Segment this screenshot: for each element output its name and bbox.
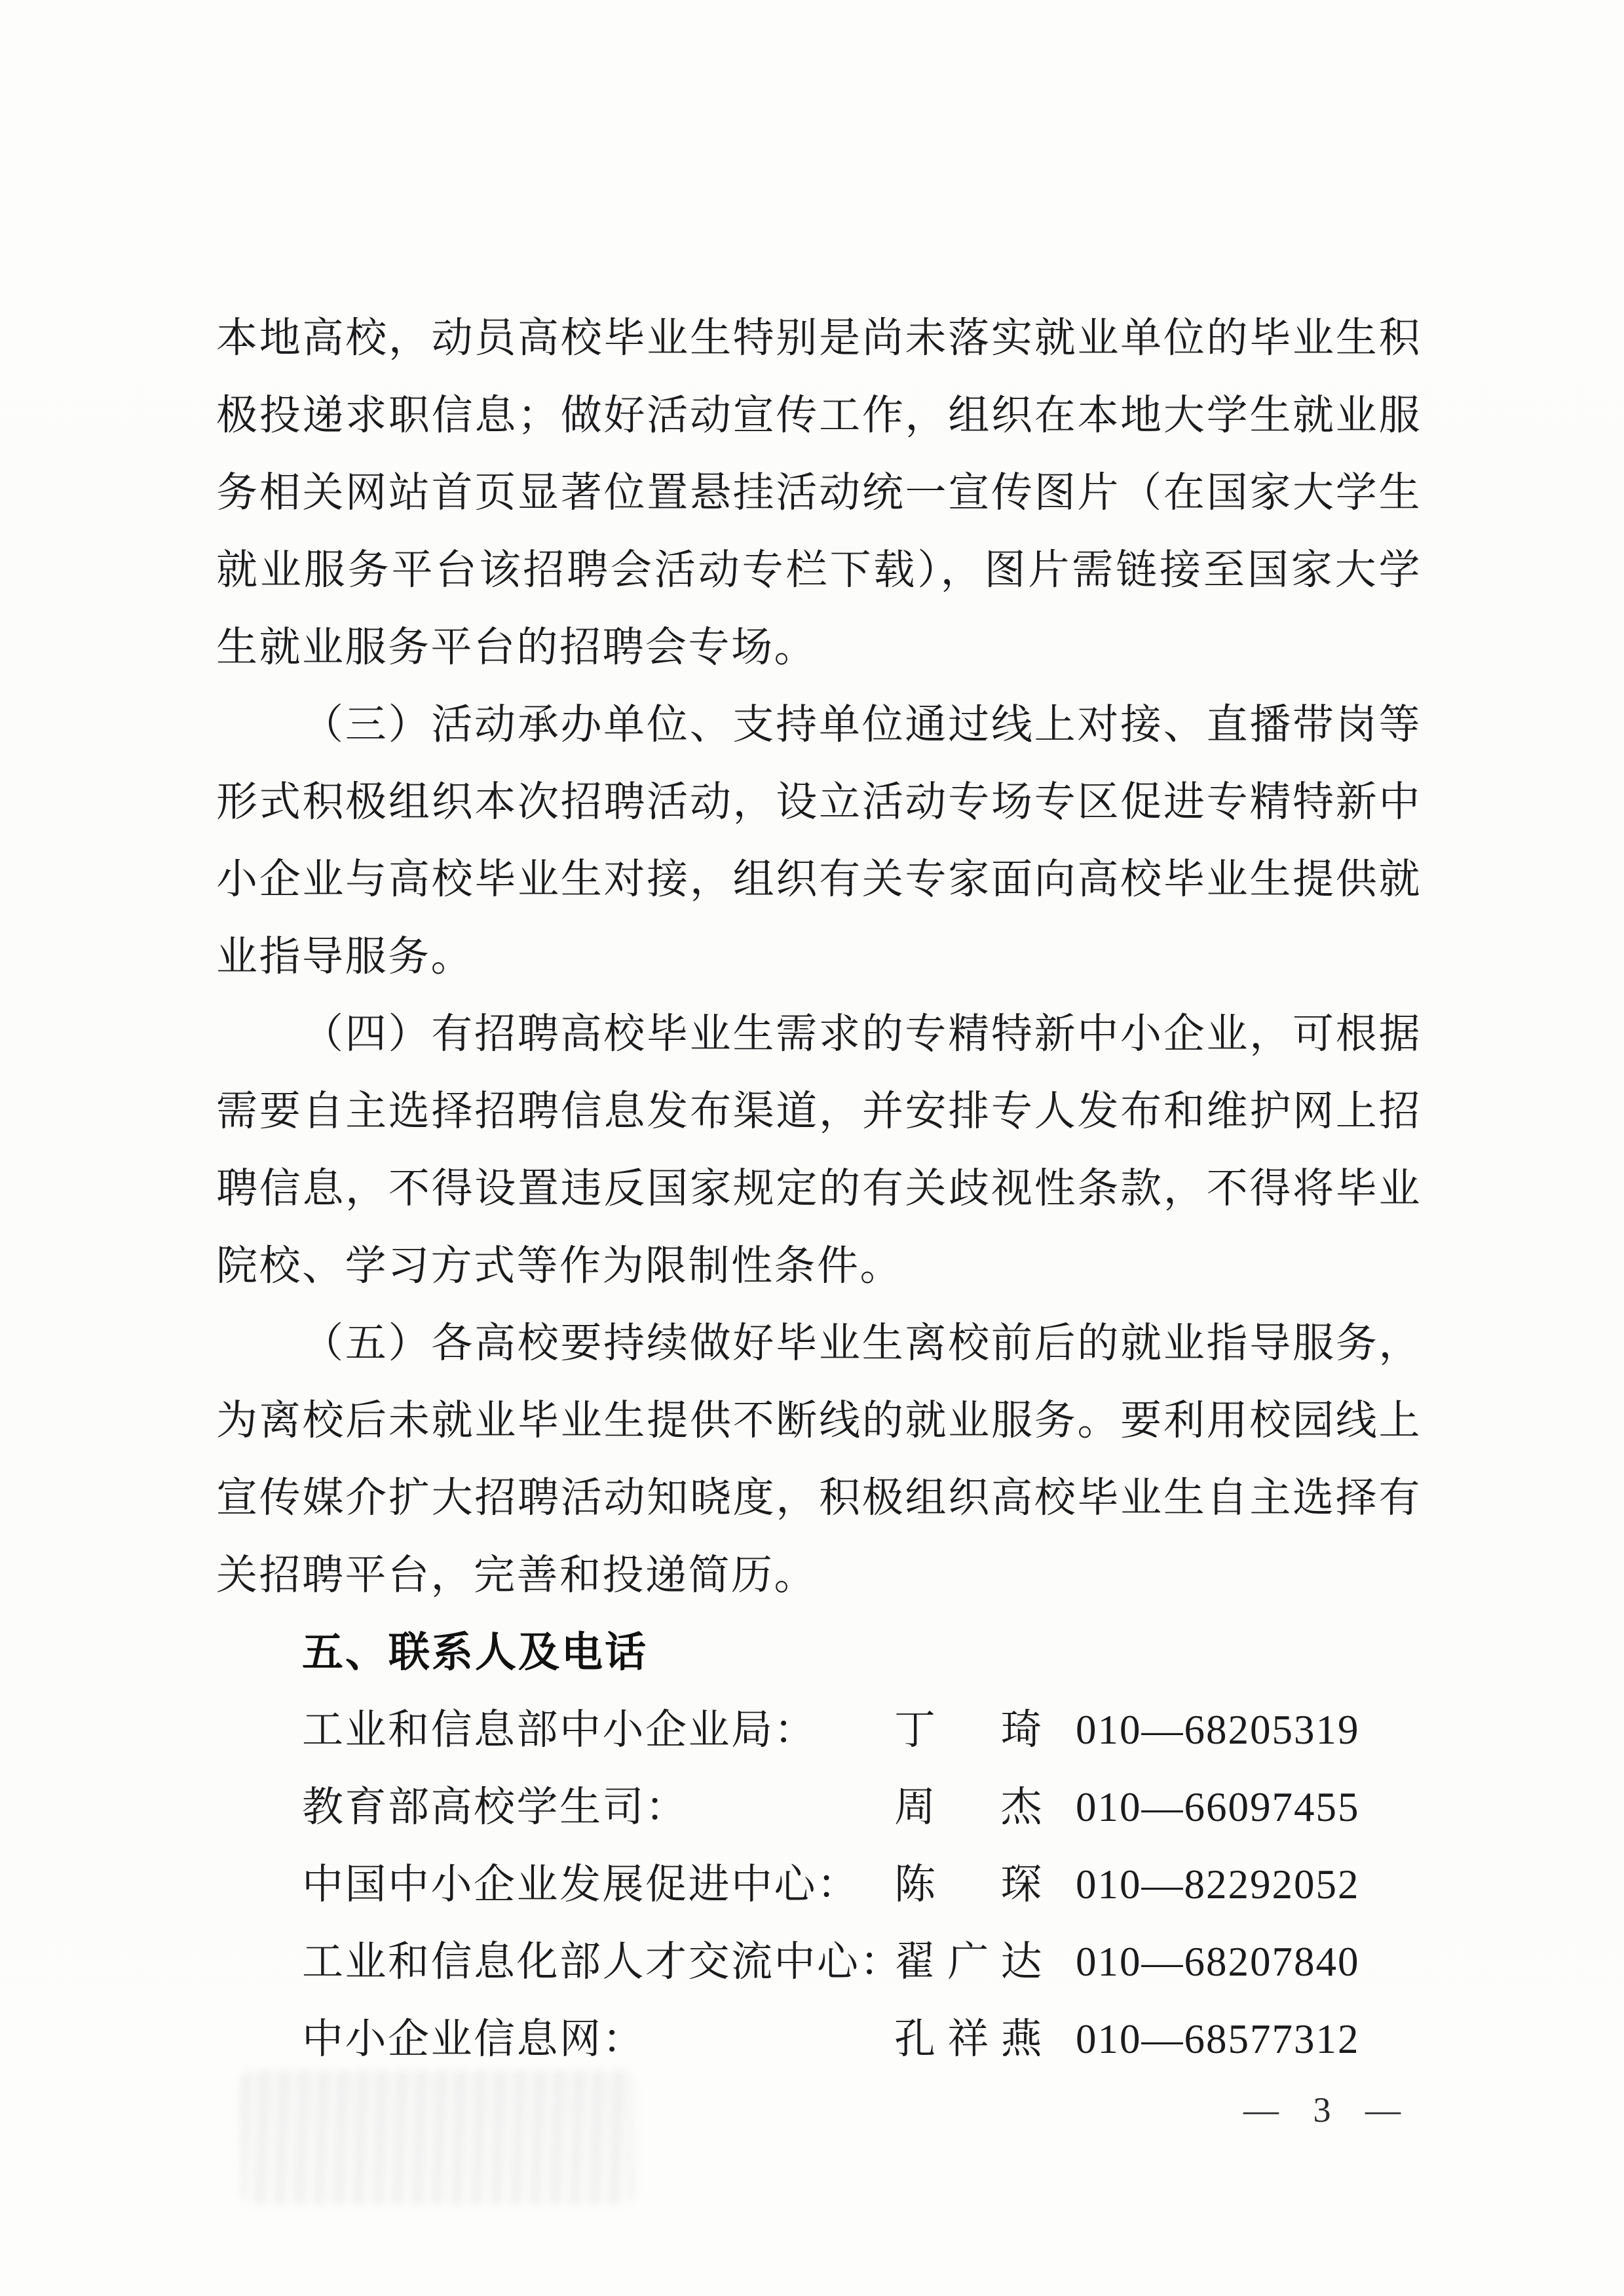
contact-list xyxy=(216,1691,1422,2078)
body-paragraph: 本地高校，动员高校毕业生特别是尚未落实就业单位的毕业生积极投递求职信息；做好活动宣传工作，组织在本地大学生就业服务相关网站首页显著位置悬挂活动统一宣传图片（在国家大学生就业服务平台该招聘会活动专栏下载），图片需链接至国家大学生就业服务平台的招聘会专场。 xyxy=(216,315,1422,670)
page-number xyxy=(1243,2084,1401,2136)
contact-name-char: 陈 xyxy=(894,1862,937,1907)
page-number-dash-right: — xyxy=(1365,2090,1401,2130)
paragraphs-container xyxy=(216,299,1422,1614)
body-paragraph: （五）各高校要持续做好毕业生离校前后的就业指导服务，为离校后未就业毕业生提供不断线的就业服务。要利用校园线上宣传媒介扩大招聘活动知晓度，积极组织高校毕业生自主选择有关招聘平台，完善和投递简历。 xyxy=(216,1320,1422,1598)
body-paragraph: （四）有招聘高校毕业生需求的专精特新中小企业，可根据需要自主选择招聘信息发布渠道，并安排专人发布和维护网上招聘信息，不得设置违反国家规定的有关歧视性条款，不得将毕业院校、学习方式等作为限制性条件。 xyxy=(216,1011,1422,1289)
contact-organization-label: 中小企业信息网： xyxy=(302,2016,645,2062)
contact-row xyxy=(216,1769,1422,1846)
contact-organization-label: 工业和信息部中小企业局： xyxy=(302,1707,817,1753)
section-heading: 五、联系人及电话 xyxy=(302,1630,648,1675)
contact-row xyxy=(216,1691,1422,1769)
contact-name-char: 周 xyxy=(894,1784,937,1830)
contact-person-name xyxy=(894,1923,1044,2000)
contact-name-char: 达 xyxy=(1000,1939,1044,1985)
contact-row xyxy=(216,2000,1422,2078)
contact-phone-number: 010—66097455 xyxy=(1076,1784,1360,1830)
contact-person-name xyxy=(894,2000,1044,2078)
contact-name-char: 孔 xyxy=(894,2016,937,2062)
contact-name-char: 广 xyxy=(947,1939,991,1985)
contact-person-name xyxy=(894,1691,1044,1769)
contact-name-char: 琦 xyxy=(1000,1707,1044,1753)
contact-name-char: 翟 xyxy=(894,1939,937,1985)
contact-organization-label: 工业和信息化部人才交流中心： xyxy=(302,1939,903,1985)
contact-row xyxy=(216,1923,1422,2000)
contact-name-char: 丁 xyxy=(894,1707,937,1753)
contact-phone-number: 010—82292052 xyxy=(1076,1862,1360,1907)
contact-person-name xyxy=(894,1846,1044,1923)
contact-organization-label: 教育部高校学生司： xyxy=(302,1784,689,1830)
contact-name-char: 祥 xyxy=(947,2016,991,2062)
contact-phone-number: 010—68205319 xyxy=(1076,1707,1360,1753)
contact-name-char: 杰 xyxy=(1000,1784,1044,1830)
body-paragraph: （三）活动承办单位、支持单位通过线上对接、直播带岗等形式积极组织本次招聘活动，设立活动专场专区促进专精特新中小企业与高校毕业生对接，组织有关专家面向高校毕业生提供就业指导服务。 xyxy=(216,702,1422,980)
contact-name-char: 燕 xyxy=(1000,2016,1044,2062)
contact-organization-label: 中国中小企业发展促进中心： xyxy=(302,1862,860,1907)
document-body xyxy=(216,299,1422,2078)
contact-person-name xyxy=(894,1769,1044,1846)
contact-phone-number: 010—68207840 xyxy=(1076,1939,1360,1985)
contact-name-char: 琛 xyxy=(1000,1862,1044,1907)
page-number-dash-left: — xyxy=(1243,2090,1279,2130)
contact-row xyxy=(216,1846,1422,1923)
contact-phone-number: 010—68577312 xyxy=(1076,2016,1360,2062)
bleed-through-artifact xyxy=(241,2071,634,2205)
page-number-value: 3 xyxy=(1313,2090,1331,2130)
